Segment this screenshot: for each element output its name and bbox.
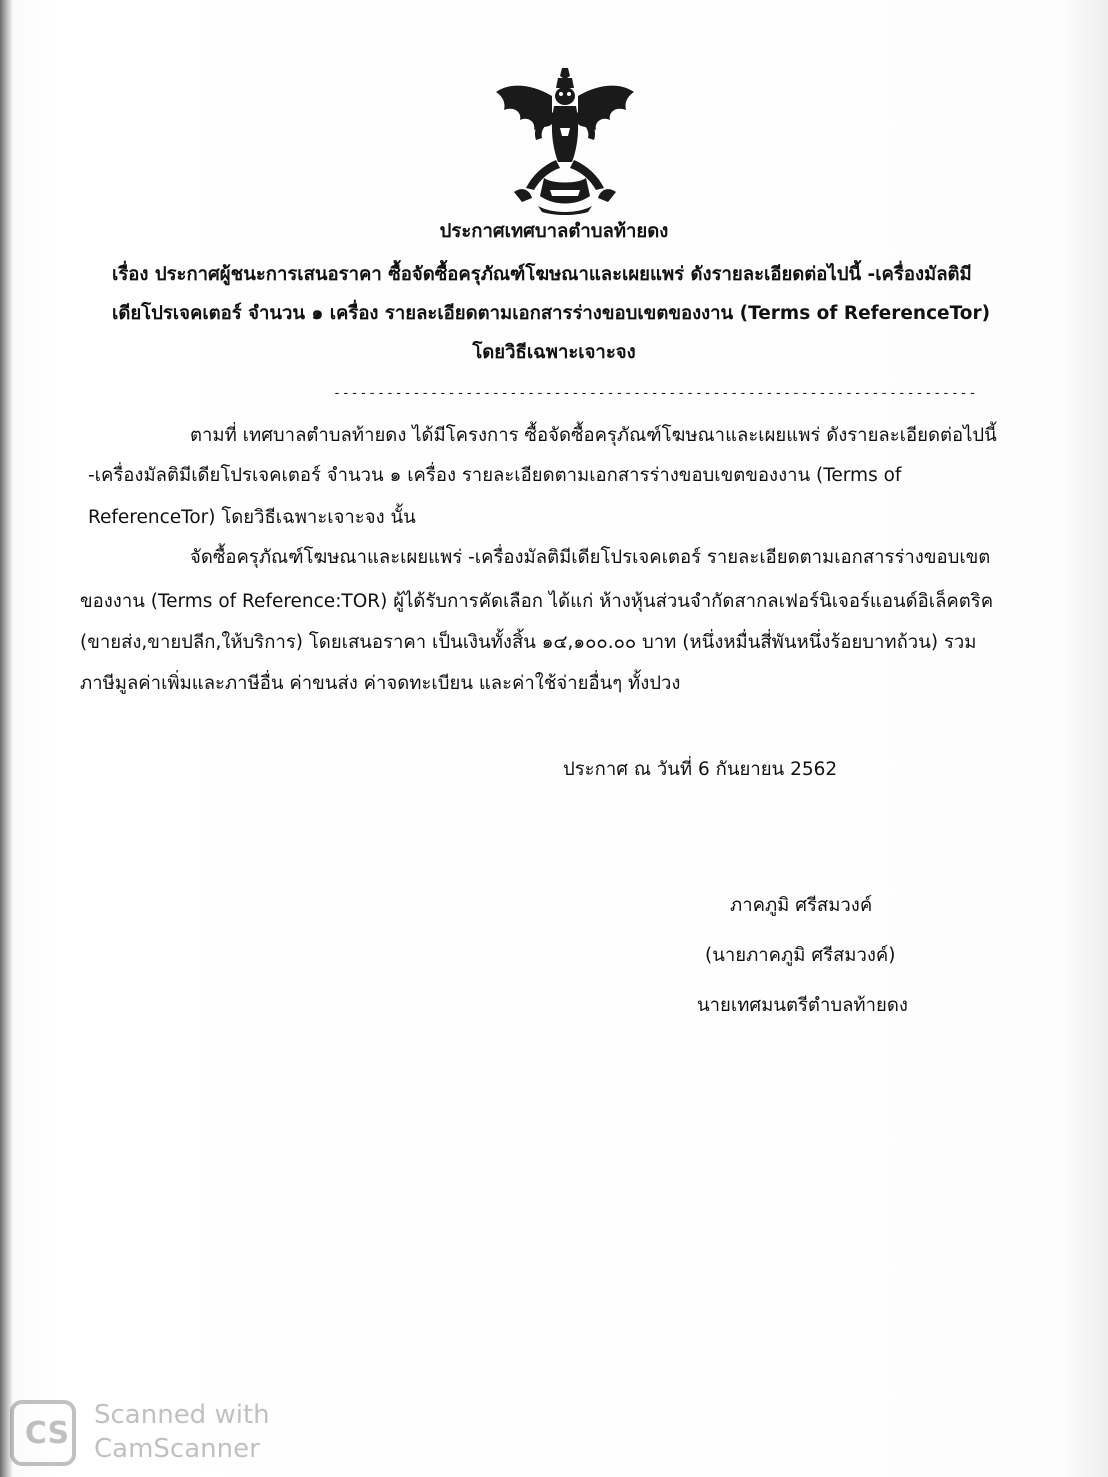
announcement-date: ประกาศ ณ วันที่ 6 กันยายน 2562 (563, 759, 838, 780)
signatory-position: นายเทศมนตรีตำบลท้ายดง (697, 995, 908, 1016)
subject-line: เดียโปรเจคเตอร์ จำนวน ๑ เครื่อง รายละเอียดตามเอกสารร่างขอบเขตของงาน (Terms of ReferenceTor) (112, 303, 991, 324)
watermark-line: CamScanner (94, 1434, 260, 1464)
page-edge-shadow (0, 0, 12, 1477)
signatory-full-name: (นายภาคภูมิ ศรีสมวงค์) (705, 945, 896, 966)
camscanner-watermark (8, 1398, 298, 1472)
announcement-title: ประกาศเทศบาลตำบลท้ายดง (439, 221, 669, 242)
paragraph-line: ReferenceTor) โดยวิธีเฉพาะเจาะจง นั้น (88, 507, 416, 528)
separator-line: ------------------------------------------------------------------------- (333, 386, 978, 401)
subject-line: เรื่อง ประกาศผู้ชนะการเสนอราคา ซื้อจัดซื้อครุภัณฑ์โฆษณาและเผยแพร่ ดังรายละเอียดต่อไปนี้ -เครื่องมัลติมี (112, 264, 972, 285)
watermark-line: Scanned with (94, 1400, 270, 1430)
camscanner-logo-icon (10, 1400, 76, 1466)
paragraph-line: จัดซื้อครุภัณฑ์โฆษณาและเผยแพร่ -เครื่องมัลติมีเดียโปรเจคเตอร์ รายละเอียดตามเอกสารร่างขอบเขต (190, 547, 991, 568)
paragraph-line: ภาษีมูลค่าเพิ่มและภาษีอื่น ค่าขนส่ง ค่าจดทะเบียน และค่าใช้จ่ายอื่นๆ ทั้งปวง (80, 673, 681, 694)
camscanner-logo-letters: CS (24, 1416, 70, 1451)
subject-line: โดยวิธีเฉพาะเจาะจง (472, 342, 636, 363)
paragraph-line: ของงาน (Terms of Reference:TOR) ผู้ได้รับการคัดเลือก ได้แก่ ห้างหุ้นส่วนจำกัดสากลเฟอร์นิเจอร์แอนด์อิเล็คตริค (80, 591, 994, 612)
paragraph-line: ตามที่ เทศบาลตำบลท้ายดง ได้มีโครงการ ซื้อจัดซื้อครุภัณฑ์โฆษณาและเผยแพร่ ดังรายละเอียดต่อไปนี้ (190, 425, 997, 446)
signature-name: ภาคภูมิ ศรีสมวงค์ (730, 895, 873, 916)
paragraph-line: -เครื่องมัลติมีเดียโปรเจคเตอร์ จำนวน ๑ เครื่อง รายละเอียดตามเอกสารร่างขอบเขตของงาน (Terms of (88, 465, 902, 486)
paragraph-line: (ขายส่ง,ขายปลีก,ให้บริการ) โดยเสนอราคา เป็นเงินทั้งสิ้น ๑๔,๑๐๐.๐๐ บาท (หนึ่งหมื่นสี่พันหนึ่งร้อยบาทถ้วน) รวม (80, 632, 977, 653)
garuda-emblem-icon (492, 66, 638, 216)
